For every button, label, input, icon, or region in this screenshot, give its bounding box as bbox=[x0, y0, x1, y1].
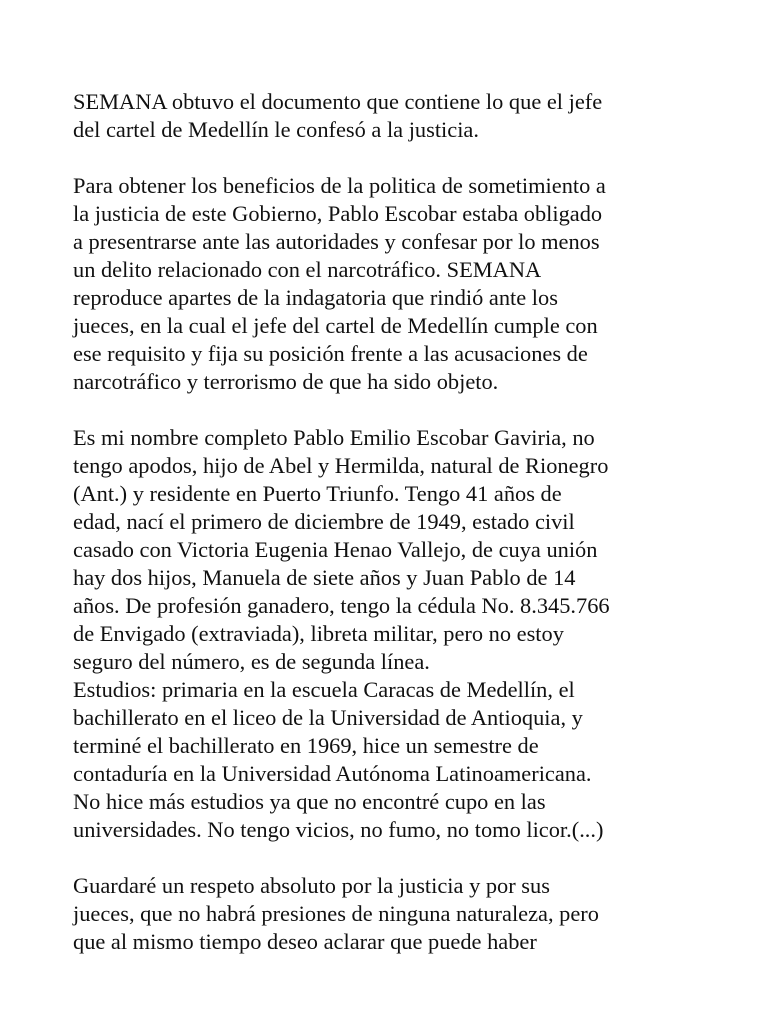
text-line: tengo apodos, hijo de Abel y Hermilda, natural de Rionegro bbox=[73, 453, 609, 478]
text-line: narcotráfico y terrorismo de que ha sido objeto. bbox=[73, 369, 499, 394]
paragraph-spacer bbox=[73, 396, 713, 424]
text-line: de Envigado (extraviada), libreta militar, pero no estoy bbox=[73, 621, 564, 646]
text-line: del cartel de Medellín le confesó a la justicia. bbox=[73, 117, 479, 142]
text-line: Estudios: primaria en la escuela Caracas de Medellín, el bbox=[73, 677, 575, 702]
text-line: la justicia de este Gobierno, Pablo Escobar estaba obligado bbox=[73, 201, 603, 226]
text-line: SEMANA obtuvo el documento que contiene lo que el jefe bbox=[73, 89, 603, 114]
text-line: No hice más estudios ya que no encontré cupo en las bbox=[73, 789, 546, 814]
text-line: jueces, que no habrá presiones de ninguna naturaleza, pero bbox=[73, 901, 599, 926]
paragraph-spacer bbox=[73, 144, 713, 172]
paragraph-closing bbox=[73, 872, 713, 956]
text-line: Es mi nombre completo Pablo Emilio Escobar Gaviria, no bbox=[73, 425, 595, 450]
text-line: casado con Victoria Eugenia Henao Vallejo, de cuya unión bbox=[73, 537, 598, 562]
paragraph-context bbox=[73, 172, 713, 396]
text-line: reproduce apartes de la indagatoria que rindió ante los bbox=[73, 285, 558, 310]
text-line: un delito relacionado con el narcotráfico. SEMANA bbox=[73, 257, 542, 282]
text-line: hay dos hijos, Manuela de siete años y Juan Pablo de 14 bbox=[73, 565, 576, 590]
paragraph-spacer bbox=[73, 844, 713, 872]
text-line: terminé el bachillerato en 1969, hice un semestre de bbox=[73, 733, 539, 758]
text-line: Guardaré un respeto absoluto por la justicia y por sus bbox=[73, 873, 550, 898]
text-line: a presentrarse ante las autoridades y confesar por lo menos bbox=[73, 229, 600, 254]
text-line: seguro del número, es de segunda línea. bbox=[73, 649, 430, 674]
text-line: edad, nací el primero de diciembre de 1949, estado civil bbox=[73, 509, 575, 534]
text-line: jueces, en la cual el jefe del cartel de Medellín cumple con bbox=[73, 313, 598, 338]
text-line: universidades. No tengo vicios, no fumo, no tomo licor.(...) bbox=[73, 817, 604, 842]
text-line: contaduría en la Universidad Autónoma Latinoamericana. bbox=[73, 761, 592, 786]
text-line: Para obtener los beneficios de la politica de sometimiento a bbox=[73, 173, 606, 198]
text-line: ese requisito y fija su posición frente a las acusaciones de bbox=[73, 341, 588, 366]
document-body bbox=[73, 88, 713, 956]
text-line: bachillerato en el liceo de la Universidad de Antioquia, y bbox=[73, 705, 583, 730]
text-line: (Ant.) y residente en Puerto Triunfo. Tengo 41 años de bbox=[73, 481, 562, 506]
text-line: que al mismo tiempo deseo aclarar que puede haber bbox=[73, 929, 537, 954]
text-line: años. De profesión ganadero, tengo la cédula No. 8.345.766 bbox=[73, 593, 610, 618]
paragraph-intro bbox=[73, 88, 713, 144]
paragraph-testimony bbox=[73, 424, 713, 844]
